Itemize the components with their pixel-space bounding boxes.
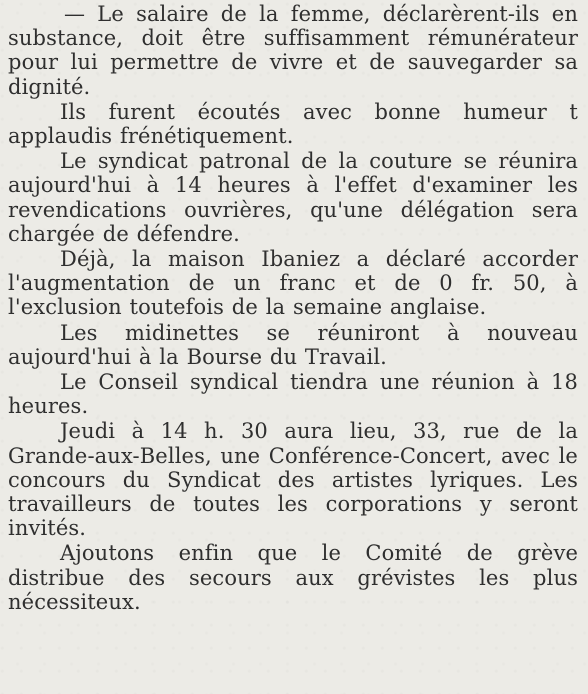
paragraph-ibaniez-raise: Déjà, la maison Ibaniez a déclaré accorder l'augmentation de un franc et de 0 fr. 50, à l'exclusion toutefois de la semaine anglaise. bbox=[8, 247, 578, 320]
paragraph-employers-meeting: Le syndicat patronal de la couture se réunira aujourd'hui à 14 heures à l'effet d'examiner les revendications ouvrières, qu'une délégation sera chargée de défendre. bbox=[8, 149, 578, 246]
paragraph-strike-aid: Ajoutons enfin que le Comité de grève distribue des secours aux grévistes les plus nécessiteux. bbox=[8, 541, 578, 614]
paragraph-audience-reaction: Ils furent écoutés avec bonne humeur t applaudis frénétiquement. bbox=[8, 99, 578, 149]
paragraph-concert-conference: Jeudi à 14 h. 30 aura lieu, 33, rue de la Grande-aux-Belles, une Conférence-Concert, avec le concours du Syndicat des artistes lyriques. Les travailleurs de toutes les corporations y seront invités. bbox=[8, 419, 578, 541]
paragraph-council-meeting: Le Conseil syndical tiendra une réunion à 18 heures. bbox=[8, 370, 578, 419]
paragraph-salary-statement: — Le salaire de la femme, déclarèrent-ils en substance, doit être suffisamment rémunérateur pour lui permettre de vivre et de sauvegarder sa dignité. bbox=[8, 2, 578, 99]
paragraph-midinettes-meeting: Les midinettes se réuniront à nouveau aujourd'hui à la Bourse du Travail. bbox=[8, 320, 578, 369]
